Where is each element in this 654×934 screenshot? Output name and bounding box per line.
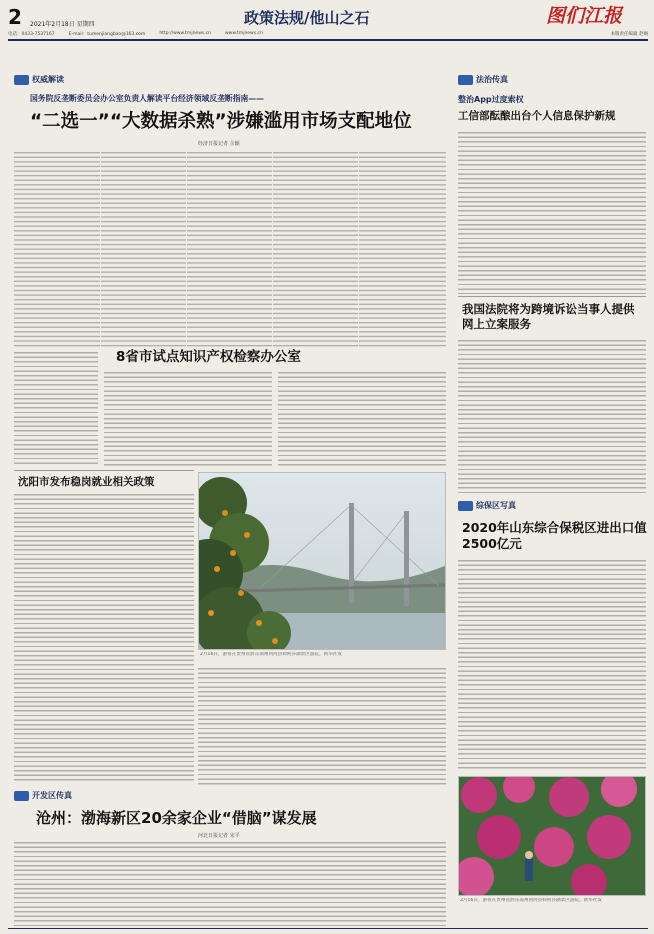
dev-body — [14, 842, 446, 928]
website[interactable]: http://www.tmjnews.cn — [159, 31, 211, 36]
footer-rule — [8, 928, 648, 929]
section-tag-ftz: 综保区写真 — [458, 500, 516, 511]
date: 2021年2月18日 — [30, 21, 75, 28]
ip-headline: 8省市试点知识产权检察办公室 — [116, 349, 301, 365]
court-rule — [458, 296, 646, 297]
section-icon — [458, 501, 473, 511]
email: E-mail：tumenjiangbao@163.com — [68, 32, 146, 37]
flower-caption: 2月16日，游客在贵州省黔东南州剑河县仰阿莎湖景区游玩。新华社发 — [460, 898, 602, 903]
bridge-photo-image — [199, 473, 446, 650]
law-kicker: 整治App过度索权 — [458, 95, 524, 104]
editor: 本版责任编辑 赵娴 — [610, 32, 648, 37]
section-tag-lead: 权威解读 — [14, 74, 64, 85]
law-body — [458, 132, 646, 294]
website-alt[interactable]: www.tmjnews.cn — [224, 31, 263, 36]
section-icon — [14, 791, 29, 801]
ftz-headline: 2020年山东综合保税区进出口值2500亿元 — [462, 520, 647, 551]
shenyang-rule — [14, 470, 194, 471]
shenyang-body — [14, 494, 194, 784]
dev-headline: 沧州：渤海新区20余家企业“借脑”谋发展 — [36, 809, 317, 827]
header-rule — [8, 39, 648, 41]
lead-byline: 经济日报记者 佘颖 — [198, 141, 240, 147]
contact-line — [8, 31, 648, 37]
ip-body-right — [278, 372, 446, 466]
court-body — [458, 340, 646, 496]
dev-byline: 河北日报记者 宋平 — [198, 833, 240, 839]
shenyang-headline: 沈阳市发布稳岗就业相关政策 — [18, 476, 155, 488]
section-icon — [14, 75, 29, 85]
page-number: 2 — [8, 5, 22, 29]
section-icon — [458, 75, 473, 85]
law-headline: 工信部酝酿出台个人信息保护新规 — [458, 110, 616, 122]
lead-kicker: 国务院反垄断委员会办公室负责人解读平台经济领域反垄断指南—— — [30, 94, 264, 103]
issue-date — [30, 19, 95, 28]
bridge-photo — [198, 472, 446, 650]
flower-photo-image — [459, 777, 646, 896]
flower-photo — [458, 776, 646, 896]
lead-body — [14, 152, 446, 348]
masthead — [8, 6, 648, 46]
lead-body-col1 — [14, 352, 98, 464]
ip-body-left — [104, 372, 272, 466]
column-divider-2 — [186, 152, 187, 348]
lead-headline: “二选一”“大数据杀熟”涉嫌滥用市场支配地位 — [30, 111, 412, 132]
brand-logo: 图们江报 — [546, 5, 623, 27]
column-divider-4 — [358, 152, 359, 348]
section-title: 政策法规/他山之石 — [244, 9, 370, 27]
column-divider-3 — [272, 152, 273, 348]
section-tag-dev: 开发区传真 — [14, 790, 72, 801]
bottom-mid-body — [198, 668, 446, 786]
court-headline: 我国法院将为跨境诉讼当事人提供网上立案服务 — [462, 302, 635, 331]
photo-caption: 2月16日，游客在贵州省黔东南州剑河县仰阿莎湖景区游玩。新华社发 — [200, 652, 342, 657]
section-tag-law: 法治传真 — [458, 74, 508, 85]
column-divider-1 — [100, 152, 101, 348]
ftz-body — [458, 560, 646, 770]
tel: 电话：0433-7537167 — [8, 32, 55, 37]
weekday: 星期四 — [76, 21, 95, 28]
